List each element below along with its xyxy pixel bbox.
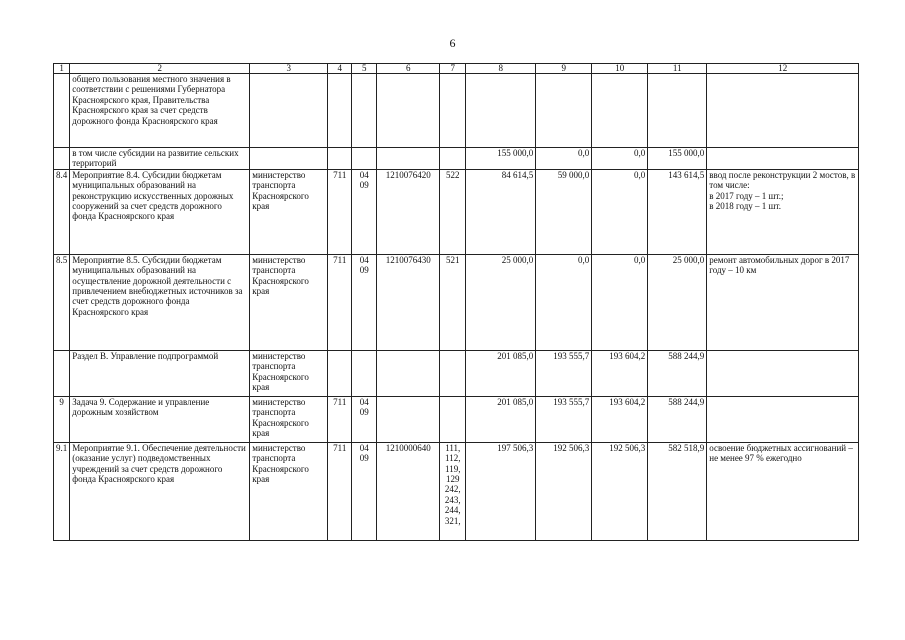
cell-result bbox=[707, 396, 859, 442]
cell-name: общего пользования местного значения в соответствии с решениями Губернатора Красноярского края, Правительства Красноярского края за счет средств дорожного фонда Красноярского края bbox=[70, 74, 250, 148]
cell-y2019: 193 604,2 bbox=[592, 396, 648, 442]
cell-y2019 bbox=[592, 74, 648, 148]
header-cell: 3 bbox=[250, 64, 328, 74]
header-cell: 12 bbox=[707, 64, 859, 74]
program-table bbox=[53, 63, 859, 541]
cell-rzpr bbox=[352, 74, 377, 148]
header-cell: 1 bbox=[54, 64, 70, 74]
header-cell: 11 bbox=[648, 64, 707, 74]
cell-y2019: 0,0 bbox=[592, 254, 648, 350]
cell-csr bbox=[377, 74, 440, 148]
cell-y2018 bbox=[536, 74, 592, 148]
cell-result bbox=[707, 74, 859, 148]
page-number: 6 bbox=[449, 36, 456, 50]
table-row bbox=[54, 254, 859, 350]
cell-csr: 1210076420 bbox=[377, 169, 440, 254]
cell-vr bbox=[440, 350, 466, 396]
cell-y2017: 25 000,0 bbox=[466, 254, 536, 350]
cell-grbs: 711 bbox=[328, 396, 352, 442]
cell-grbs bbox=[328, 148, 352, 170]
cell-y2018: 0,0 bbox=[536, 148, 592, 170]
cell-y2019: 0,0 bbox=[592, 148, 648, 170]
cell-total: 588 244,9 bbox=[648, 350, 707, 396]
cell-org: министерство транспорта Красноярского края bbox=[250, 396, 328, 442]
cell-org: министерство транспорта Красноярского края bbox=[250, 169, 328, 254]
cell-y2017: 155 000,0 bbox=[466, 148, 536, 170]
cell-vr: 521 bbox=[440, 254, 466, 350]
cell-rzpr: 04 09 bbox=[352, 442, 377, 540]
cell-y2017: 84 614,5 bbox=[466, 169, 536, 254]
header-cell: 5 bbox=[352, 64, 377, 74]
header-row bbox=[54, 64, 859, 74]
header-cell: 6 bbox=[377, 64, 440, 74]
cell-y2018: 193 555,7 bbox=[536, 396, 592, 442]
cell-no bbox=[54, 350, 70, 396]
cell-csr: 1210076430 bbox=[377, 254, 440, 350]
cell-no: 9 bbox=[54, 396, 70, 442]
header-cell: 9 bbox=[536, 64, 592, 74]
cell-rzpr: 04 09 bbox=[352, 396, 377, 442]
cell-y2017: 201 085,0 bbox=[466, 396, 536, 442]
table-row bbox=[54, 396, 859, 442]
cell-total: 25 000,0 bbox=[648, 254, 707, 350]
header-cell: 4 bbox=[328, 64, 352, 74]
cell-org: министерство транспорта Красноярского края bbox=[250, 442, 328, 540]
cell-grbs bbox=[328, 350, 352, 396]
table-row bbox=[54, 350, 859, 396]
cell-no bbox=[54, 74, 70, 148]
cell-grbs: 711 bbox=[328, 254, 352, 350]
cell-y2019: 193 604,2 bbox=[592, 350, 648, 396]
cell-y2017: 201 085,0 bbox=[466, 350, 536, 396]
cell-vr: 111, 112, 119, 129 242, 243, 244, 321, bbox=[440, 442, 466, 540]
cell-org: министерство транспорта Красноярского края bbox=[250, 254, 328, 350]
cell-y2018: 193 555,7 bbox=[536, 350, 592, 396]
cell-total: 582 518,9 bbox=[648, 442, 707, 540]
cell-csr bbox=[377, 396, 440, 442]
table-row bbox=[54, 169, 859, 254]
cell-vr bbox=[440, 396, 466, 442]
cell-no: 8.4 bbox=[54, 169, 70, 254]
cell-vr: 522 bbox=[440, 169, 466, 254]
header-cell: 8 bbox=[466, 64, 536, 74]
cell-result: освоение бюджетных ассигнований – не менее 97 % ежегодно bbox=[707, 442, 859, 540]
cell-y2018: 59 000,0 bbox=[536, 169, 592, 254]
table-row bbox=[54, 442, 859, 540]
table-row bbox=[54, 148, 859, 170]
cell-y2019: 192 506,3 bbox=[592, 442, 648, 540]
cell-grbs: 711 bbox=[328, 442, 352, 540]
cell-grbs bbox=[328, 74, 352, 148]
cell-csr bbox=[377, 148, 440, 170]
cell-total: 155 000,0 bbox=[648, 148, 707, 170]
cell-grbs: 711 bbox=[328, 169, 352, 254]
cell-rzpr bbox=[352, 350, 377, 396]
cell-name: Раздел В. Управление подпрограммой bbox=[70, 350, 250, 396]
cell-y2017 bbox=[466, 74, 536, 148]
cell-name: Задача 9. Содержание и управление дорожным хозяйством bbox=[70, 396, 250, 442]
cell-y2018: 0,0 bbox=[536, 254, 592, 350]
cell-rzpr: 04 09 bbox=[352, 169, 377, 254]
cell-total bbox=[648, 74, 707, 148]
cell-no bbox=[54, 148, 70, 170]
cell-name: Мероприятие 8.4. Субсидии бюджетам муниципальных образований на реконструкцию искусственных дорожных сооружений за счет средств дорожного фонда Красноярского края bbox=[70, 169, 250, 254]
cell-name: Мероприятие 8.5. Субсидии бюджетам муниципальных образований на осуществление дорожной деятельности с привлечением внебюджетных источников за счет средств дорожного фонда Красноярского края bbox=[70, 254, 250, 350]
cell-result bbox=[707, 350, 859, 396]
cell-y2017: 197 506,3 bbox=[466, 442, 536, 540]
header-cell: 10 bbox=[592, 64, 648, 74]
cell-y2019: 0,0 bbox=[592, 169, 648, 254]
cell-result: ремонт автомобильных дорог в 2017 году – 10 км bbox=[707, 254, 859, 350]
cell-name: в том числе субсидии на развитие сельских территорий bbox=[70, 148, 250, 170]
cell-result: ввод после реконструкции 2 мостов, в том числе: в 2017 году – 1 шт.; в 2018 году – 1 шт. bbox=[707, 169, 859, 254]
cell-org bbox=[250, 74, 328, 148]
cell-csr bbox=[377, 350, 440, 396]
cell-name: Мероприятие 9.1. Обеспечение деятельности (оказание услуг) подведомственных учреждений за счет средств дорожного фонда Красноярского края bbox=[70, 442, 250, 540]
cell-y2018: 192 506,3 bbox=[536, 442, 592, 540]
header-cell: 2 bbox=[70, 64, 250, 74]
cell-no: 9.1 bbox=[54, 442, 70, 540]
cell-total: 588 244,9 bbox=[648, 396, 707, 442]
cell-vr bbox=[440, 74, 466, 148]
cell-total: 143 614,5 bbox=[648, 169, 707, 254]
cell-no: 8.5 bbox=[54, 254, 70, 350]
cell-csr: 1210000640 bbox=[377, 442, 440, 540]
cell-rzpr: 04 09 bbox=[352, 254, 377, 350]
cell-rzpr bbox=[352, 148, 377, 170]
cell-org: министерство транспорта Красноярского края bbox=[250, 350, 328, 396]
cell-result bbox=[707, 148, 859, 170]
cell-org bbox=[250, 148, 328, 170]
table-row bbox=[54, 74, 859, 148]
cell-vr bbox=[440, 148, 466, 170]
header-cell: 7 bbox=[440, 64, 466, 74]
